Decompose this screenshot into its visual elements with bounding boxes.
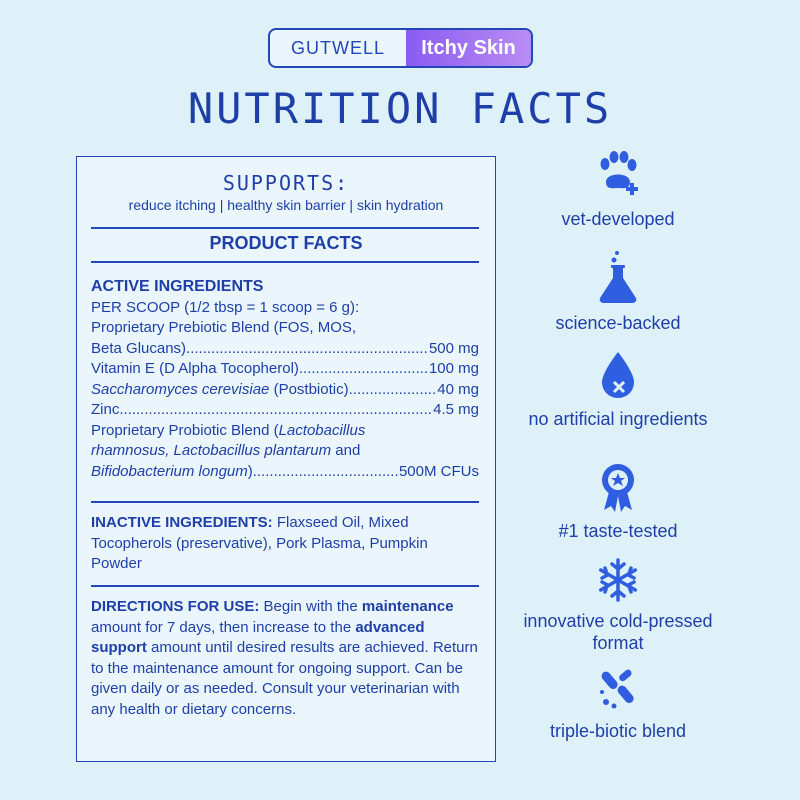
active-ingredients-heading: ACTIVE INGREDIENTS <box>91 278 264 295</box>
probiotic-strain: Bifidobacterium longum <box>91 462 248 480</box>
leader-dots <box>299 359 429 380</box>
saccharomyces-amount: 40 mg <box>437 380 479 398</box>
saccharomyces-row <box>91 380 479 401</box>
product-facts-heading: PRODUCT FACTS <box>209 233 363 253</box>
directions-text: Begin with the <box>259 598 362 615</box>
product-tag: Itchy Skin <box>406 30 531 66</box>
feature-vet-developed <box>518 150 718 230</box>
feature-cold-pressed <box>518 558 718 654</box>
flask-icon <box>596 250 640 304</box>
inactive-heading: INACTIVE INGREDIENTS: <box>91 514 273 531</box>
leader-dots <box>253 462 399 483</box>
prebiotic-line: Proprietary Prebiotic Blend (FOS, MOS, <box>91 319 357 336</box>
leader-dots <box>119 400 433 421</box>
leader-dots <box>349 380 438 401</box>
prebiotic-name: Beta Glucans) <box>91 339 187 357</box>
inactive-ingredients <box>91 513 479 575</box>
saccharomyces-name: Saccharomyces cerevisiae <box>91 380 270 398</box>
leader-dots <box>186 339 429 360</box>
probiotic-close: ) <box>247 462 253 480</box>
saccharomyces-type: (Postbiotic) <box>269 380 349 398</box>
capsules-icon <box>596 668 640 712</box>
prebiotic-row <box>91 339 479 360</box>
zinc-amount: 4.5 mg <box>433 401 479 418</box>
divider <box>91 501 479 503</box>
vitamin-e-row <box>91 359 479 380</box>
feature-science-backed <box>518 250 718 334</box>
directions <box>91 597 479 720</box>
feature-label: innovative cold-pressed format <box>523 611 713 653</box>
feature-label: #1 taste-tested <box>558 521 678 541</box>
zinc-name: Zinc <box>91 401 120 418</box>
directions-maintenance: maintenance <box>361 598 454 615</box>
directions-heading: DIRECTIONS FOR USE: <box>91 598 260 615</box>
feature-label: vet-developed <box>561 209 675 229</box>
directions-text: amount until desired results are achieved. Return to the maintenance amount for ongoing support. Can be given daily or as needed. Consult your veterinarian with any health or dietary concerns. <box>91 639 478 718</box>
vitamin-e-amount: 100 mg <box>428 360 479 377</box>
directions-advanced: advanced support <box>91 618 425 656</box>
zinc-row <box>91 400 479 421</box>
paw-plus-icon <box>596 150 640 200</box>
page-title: NUTRITION FACTS <box>187 84 613 133</box>
drop-x-icon <box>598 350 638 400</box>
supports-text: reduce itching | healthy skin barrier | skin hydration <box>128 197 444 213</box>
brand-badge <box>268 28 533 68</box>
feature-label: science-backed <box>555 313 681 333</box>
probiotic-name: Proprietary Probiotic Blend ( <box>91 421 279 439</box>
feature-triple-biotic <box>518 668 718 742</box>
feature-no-artificial <box>518 350 718 430</box>
probiotic-strain: rhamnosus, Lactobacillus plantarum <box>91 442 332 459</box>
probiotic-conj: and <box>331 442 361 459</box>
inactive-text: Flaxseed Oil, Mixed Tocopherols (preservative), Pork Plasma, Pumpkin Powder <box>91 514 428 572</box>
snowflake-icon <box>596 558 640 602</box>
brand-name: GUTWELL <box>290 37 385 58</box>
directions-text: amount for 7 days, then increase to the <box>91 618 356 636</box>
probiotic-line-2 <box>91 441 479 462</box>
divider <box>91 227 479 229</box>
supports-heading: SUPPORTS: <box>222 171 350 195</box>
divider <box>91 585 479 587</box>
divider <box>91 261 479 263</box>
probiotic-row <box>91 462 479 483</box>
probiotic-amount: 500M CFUs <box>398 462 479 480</box>
prebiotic-amount: 500 mg <box>428 339 479 357</box>
vitamin-e-name: Vitamin E (D Alpha Tocopherol) <box>91 360 299 377</box>
probiotic-strain: Lactobacillus <box>278 421 366 439</box>
per-scoop: PER SCOOP (1/2 tbsp = 1 scoop = 6 g): <box>91 298 360 316</box>
feature-taste-tested <box>518 462 718 542</box>
feature-label: triple-biotic blend <box>549 721 687 741</box>
award-ribbon-icon <box>598 462 638 512</box>
probiotic-line-1 <box>91 421 479 442</box>
facts-panel <box>76 156 496 762</box>
feature-label: no artificial ingredients <box>528 409 708 429</box>
active-ingredients <box>91 277 479 482</box>
